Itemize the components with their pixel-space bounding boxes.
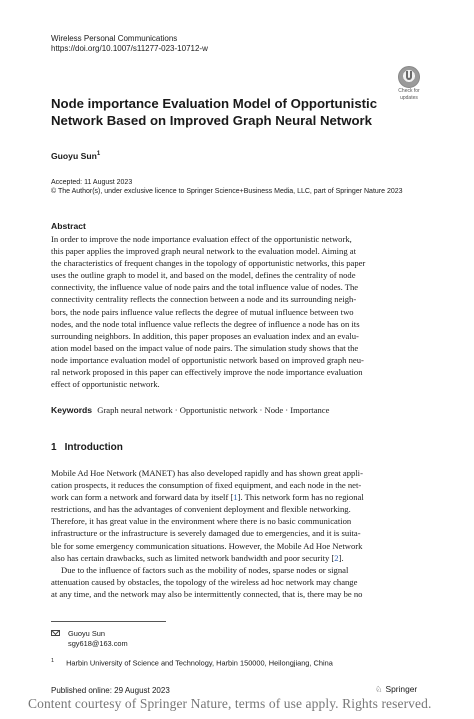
courtesy-watermark: Content courtesy of Springer Nature, terms of use apply. Rights reserved. xyxy=(28,696,432,711)
publisher-name: Springer xyxy=(385,684,418,694)
affiliation-sup: 1 xyxy=(51,658,55,664)
badge-line-2: updates xyxy=(400,94,418,101)
publisher-logo xyxy=(375,684,417,694)
journal-name: Wireless Personal Communications xyxy=(51,34,178,43)
keywords-text: Graph neural network · Opportunistic network · Node · Importance xyxy=(97,405,330,415)
abstract-line: this paper applies the improved graph neural network to the evaluation model. Aiming at xyxy=(51,246,356,257)
affiliation-text: Harbin University of Science and Technology, Harbin 150000, Heilongjiang, China xyxy=(66,658,333,668)
abstract-line: connectivity centrality reflects the connection between a node and its surrounding neigh- xyxy=(51,294,357,305)
intro-line: cation prospects, it reduces the consumption of fixed equipment, and each node in the net- xyxy=(51,480,362,491)
abstract-line: ation model based on the impact value of node pairs. The simulation study shows that the xyxy=(51,342,359,353)
section-heading xyxy=(51,442,123,453)
abstract-line: nodes, and the node total influence value reflects the degree of influence a node has on its xyxy=(51,318,360,329)
intro-line: infrastructure or the infrastructure is severely damaged due to emergencies, and it is suita- xyxy=(51,528,361,539)
copyright-line: © The Author(s), under exclusive licence to Springer Science+Business Media, LLC, part of Springer Nature 2023 xyxy=(51,188,403,196)
citation-link[interactable]: 2 xyxy=(334,552,339,563)
abstract-line: uses the outline graph to model it, and based on the model, defines the centrality of node xyxy=(51,270,356,281)
abstract-line: connectivity, the influence value of node pairs and the total influence value of nodes. The xyxy=(51,282,359,293)
envelope-icon xyxy=(51,630,60,636)
accepted-date: Accepted: 11 August 2023 xyxy=(51,179,133,186)
introduction-body xyxy=(51,467,425,600)
corresponding-author: Guoyu Sun xyxy=(68,629,105,638)
abstract-line: effect of opportunistic network. xyxy=(51,379,160,390)
abstract-line: node importance evaluation model of opportunistic network based on improved graph neu- xyxy=(51,354,364,365)
author-name[interactable]: Guoyu Sun xyxy=(51,151,97,161)
citation-link[interactable]: 1 xyxy=(233,492,238,503)
abstract-line: bors, the node pairs influence value reflects the degree of mutual influence between two xyxy=(51,306,354,317)
abstract-line: surrounding neighbors. In addition, this paper proposes an evaluation index and an evalu- xyxy=(51,330,359,341)
check-for-updates-badge[interactable] xyxy=(394,66,424,102)
intro-line: at any time, and the network may also be intermittently connected, that is, there may be no xyxy=(51,588,363,599)
badge-line-1: Check for xyxy=(398,88,420,94)
correspondence xyxy=(51,629,128,649)
abstract-body xyxy=(51,233,425,390)
intro-line: Therefore, it has great value in the environment where there is no basic communication xyxy=(51,516,352,527)
intro-line: work can form a network and forward data by itself [1]. This network form has no regional xyxy=(51,492,364,503)
keywords xyxy=(51,405,329,415)
title-line: Network Based on Improved Graph Neural Network xyxy=(51,112,372,128)
abstract-heading: Abstract xyxy=(51,221,86,231)
intro-line: Mobile Ad Hoe Network (MANET) has also developed rapidly and has shown great appli- xyxy=(51,468,363,478)
article-dates xyxy=(51,178,403,197)
title-line: Node importance Evaluation Model of Opportunistic xyxy=(51,96,378,111)
section-title: Introduction xyxy=(64,442,123,453)
abstract-line: the characteristics of frequent changes in the topology of opportunistic networks, this paper xyxy=(51,258,366,269)
doi-link[interactable]: https://doi.org/10.1007/s11277-023-10712-w xyxy=(51,44,208,53)
intro-line: restrictions, and has the advantages of convenient deployment and flexible networking. xyxy=(51,504,351,515)
check-for-updates-icon xyxy=(398,66,420,88)
abstract-line: ral network proposed in this paper can effectively improve the node importance evaluation xyxy=(51,367,363,378)
author xyxy=(51,151,100,161)
affiliation xyxy=(51,658,333,667)
author-affiliation-sup: 1 xyxy=(96,151,101,158)
springer-horse-icon: ♘ xyxy=(375,684,383,694)
section-number: 1 xyxy=(51,442,57,453)
intro-line: also has certain drawbacks, such as limited network bandwidth and poor security [2]. xyxy=(51,552,344,563)
intro-line: Due to the influence of factors such as the mobility of nodes, sparse nodes or signal xyxy=(61,564,349,575)
intro-line: ble for some emergency communication situations. However, the Mobile Ad Hoe Network xyxy=(51,540,363,551)
journal-header xyxy=(51,34,208,54)
keywords-label: Keywords xyxy=(51,405,93,415)
published-online: Published online: 29 August 2023 xyxy=(51,686,170,695)
paper-title xyxy=(51,96,381,129)
footnote-rule xyxy=(51,621,166,622)
intro-line: attenuation caused by obstacles, the topology of the wireless ad hoc network may change xyxy=(51,576,358,587)
author-email[interactable]: sgy618@163.com xyxy=(68,639,128,648)
abstract-line: In order to improve the node importance evaluation effect of the opportunistic network, xyxy=(51,234,352,244)
